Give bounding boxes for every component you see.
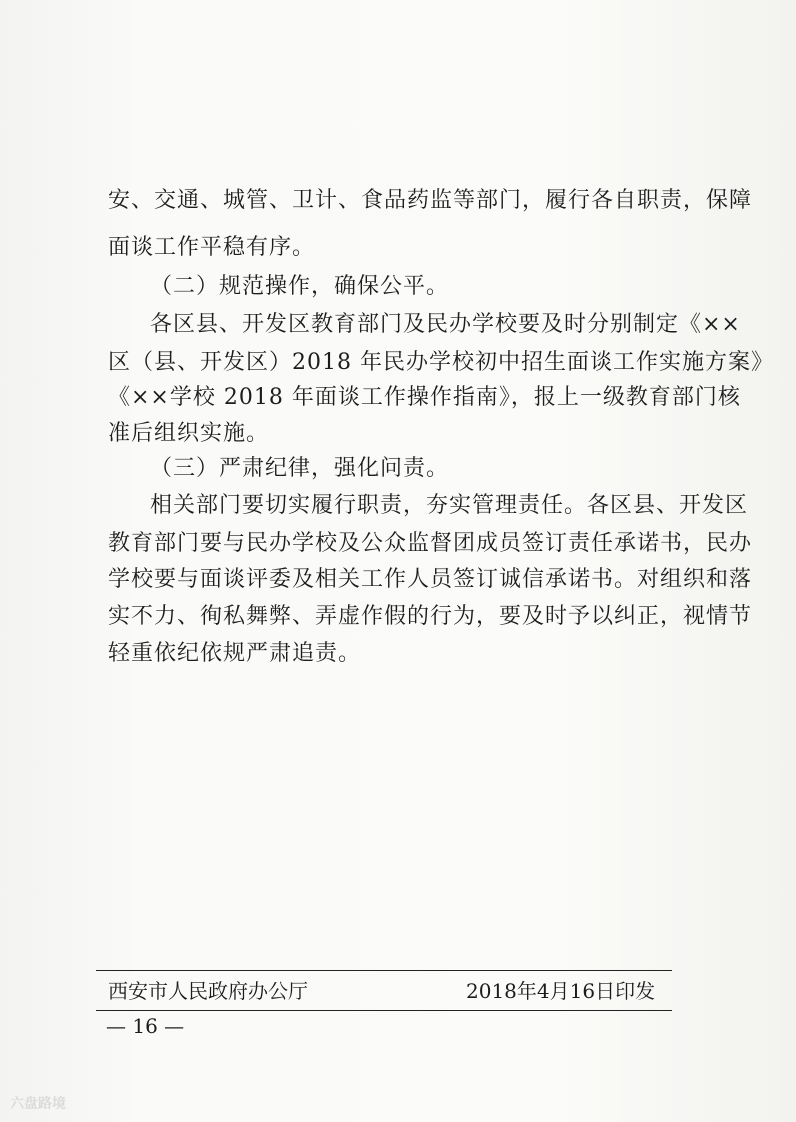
body-line-5: 区（县、开发区）2018 年民办学校初中招生面谈工作实施方案》: [108, 350, 774, 375]
body-line-13: 轻重依纪依规严肃追责。: [108, 641, 362, 666]
body-line-4: 各区县、开发区教育部门及民办学校要及时分别制定《××: [150, 312, 741, 337]
watermark-text: 六盘路境: [10, 1096, 66, 1112]
section-heading-3: （三）严肃纪律，强化问责。: [150, 456, 450, 481]
footer-date: 2018年4月16日印发: [466, 979, 656, 1003]
body-line-2: 面谈工作平稳有序。: [108, 235, 316, 260]
footer-top-rule: [96, 970, 672, 971]
page-number: — 16 —: [106, 1014, 185, 1038]
body-line-11: 学校要与面谈评委及相关工作人员签订诚信承诺书。对组织和落: [108, 567, 753, 592]
body-line-9: 相关部门要切实履行职责，夯实管理责任。各区县、开发区: [150, 493, 749, 518]
footer-bottom-rule: [96, 1010, 672, 1011]
section-heading-2: （二）规范操作，确保公平。: [150, 274, 450, 299]
body-line-7: 准后组织实施。: [108, 421, 270, 446]
footer-issuer: 西安市人民政府办公厅: [108, 979, 308, 1003]
body-line-12: 实不力、徇私舞弊、弄虚作假的行为，要及时予以纠正，视情节: [108, 604, 753, 629]
body-line-10: 教育部门要与民办学校及公众监督团成员签订责任承诺书，民办: [108, 531, 753, 556]
body-line-6: 《××学校 2018 年面谈工作操作指南》，报上一级教育部门核: [108, 385, 741, 410]
body-line-1: 安、交通、城管、卫计、食品药监等部门，履行各自职责，保障: [108, 188, 753, 213]
